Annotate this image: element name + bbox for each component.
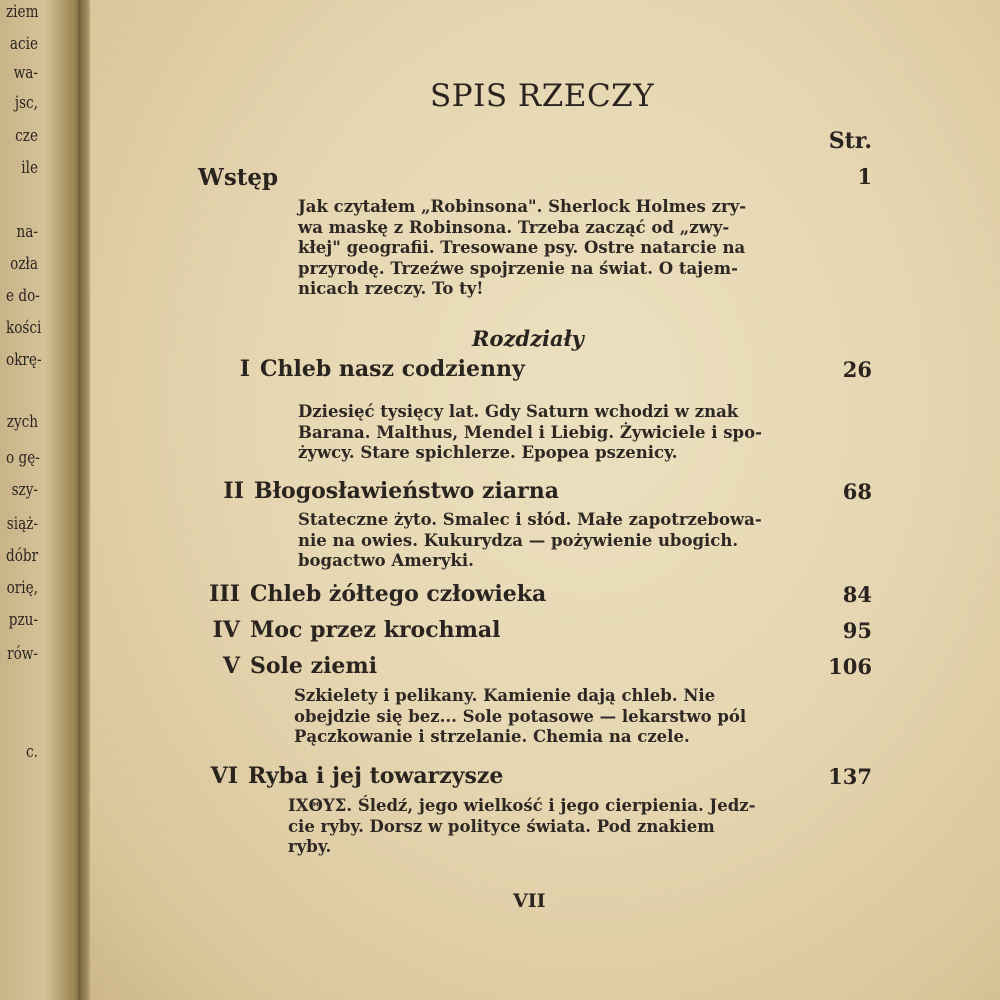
- description-line: kłej" geografii. Tresowane psy. Ostre natarcie na: [298, 238, 746, 257]
- chapter-numeral: I: [239, 356, 250, 382]
- description-line: Stateczne żyto. Smalec i słód. Małe zapotrzebowa-: [298, 510, 762, 529]
- chapter-entry: [208, 617, 501, 643]
- page-folio: VII: [513, 890, 546, 912]
- description-line: ryby.: [288, 837, 332, 856]
- left-page-fragment: ile: [21, 158, 38, 178]
- left-page-fragment: siąż-: [6, 514, 39, 534]
- description-line: przyrodę. Trzeźwe spojrzenie na świat. O tajem-: [298, 258, 738, 278]
- description-line: bogactwo Ameryki.: [298, 551, 474, 570]
- left-page-fragment: okrę-: [6, 350, 42, 370]
- left-page-fragment: ziem: [6, 2, 39, 22]
- description-line: Barana. Malthus, Mendel i Liebig. Żywiciele i spo-: [298, 422, 762, 442]
- chapter-numeral: III: [209, 581, 240, 607]
- chapter-title: Moc przez krochmal: [250, 617, 501, 643]
- intro-description: [298, 197, 806, 300]
- chapter-description: [298, 510, 812, 572]
- description-line: nie na owies. Kukurydza — pożywienie ubogich.: [298, 530, 739, 550]
- chapter-description: [288, 796, 816, 858]
- chapter-entry: [220, 478, 559, 504]
- left-page-edge: [0, 0, 82, 1000]
- chapter-entry: [220, 356, 525, 382]
- left-page-fragment: rów-: [7, 644, 38, 664]
- left-page-fragment: o gę-: [6, 448, 40, 468]
- chapter-title: Ryba i jej towarzysze: [248, 763, 504, 789]
- table-of-contents-page: [90, 0, 1000, 1000]
- chapter-title: Sole ziemi: [250, 653, 378, 679]
- left-page-fragment: acie: [9, 34, 38, 54]
- description-line: Szkielety i pelikany. Kamienie dają chleb. Nie: [294, 686, 716, 705]
- chapter-page-number: 68: [842, 479, 872, 504]
- description-line: nicach rzeczy. To ty!: [298, 279, 484, 298]
- left-page-fragment: ozła: [10, 254, 38, 274]
- chapter-page-number: 95: [842, 618, 872, 643]
- description-line: Dziesięć tysięcy lat. Gdy Saturn wchodzi w znak: [298, 402, 739, 421]
- description-line: ΙΧΘΥΣ. Śledź, jego wielkość i jego cierpienia. Jedz-: [288, 796, 756, 815]
- chapter-numeral: IV: [212, 617, 240, 643]
- description-line: cie ryby. Dorsz w polityce świata. Pod znakiem: [288, 816, 715, 836]
- chapter-page-number: 106: [828, 654, 872, 679]
- chapter-title: Chleb nasz codzienny: [260, 356, 525, 382]
- description-line: Jak czytałem „Robinsona". Sherlock Holmes zry-: [298, 197, 747, 216]
- left-page-fragment: wa-: [13, 63, 38, 83]
- chapter-entry: [208, 581, 546, 607]
- chapter-page-number: 137: [828, 764, 872, 789]
- left-page-fragment: c.: [26, 742, 38, 762]
- page-title: SPIS RZECZY: [430, 78, 655, 114]
- chapter-page-number: 84: [842, 582, 872, 607]
- left-page-fragment: kości: [6, 318, 42, 338]
- description-line: żywcy. Stare spichlerze. Epopea pszenicy.: [298, 443, 678, 462]
- left-page-fragment: zych: [6, 412, 39, 432]
- left-page-fragment: cze: [15, 126, 38, 146]
- chapter-numeral: V: [222, 653, 240, 679]
- description-line: obejdzie się bez... Sole potasowe — lekarstwo pól: [294, 706, 747, 726]
- description-line: Pączkowanie i strzelanie. Chemia na czele.: [294, 727, 690, 746]
- left-page-fragment: dóbr: [6, 546, 39, 566]
- chapter-entry: [206, 763, 503, 789]
- chapter-title: Chleb żółtego człowieka: [250, 581, 547, 607]
- left-page-fragment: orię,: [6, 578, 39, 598]
- chapter-numeral: II: [223, 478, 244, 504]
- left-page-fragment: szy-: [11, 480, 38, 500]
- left-page-fragment: jsc,: [14, 93, 39, 113]
- left-page-fragment: e do-: [6, 286, 40, 306]
- page-column-label: Str.: [828, 128, 872, 154]
- chapter-entry: [208, 653, 377, 679]
- intro-heading: Wstęp: [198, 164, 279, 191]
- chapter-page-number: 26: [842, 357, 872, 382]
- left-page-fragment: pzu-: [8, 610, 38, 630]
- left-page-fragment: na-: [16, 222, 38, 242]
- chapter-description: [298, 402, 810, 464]
- description-line: wa maskę z Robinsona. Trzeba zacząć od „zwy-: [298, 217, 730, 237]
- chapter-description: [294, 686, 810, 748]
- chapters-heading: Rozdziały: [472, 326, 584, 351]
- chapter-numeral: VI: [210, 763, 238, 789]
- intro-page-number: 1: [857, 164, 872, 189]
- chapter-title: Błogosławieństwo ziarna: [254, 478, 559, 504]
